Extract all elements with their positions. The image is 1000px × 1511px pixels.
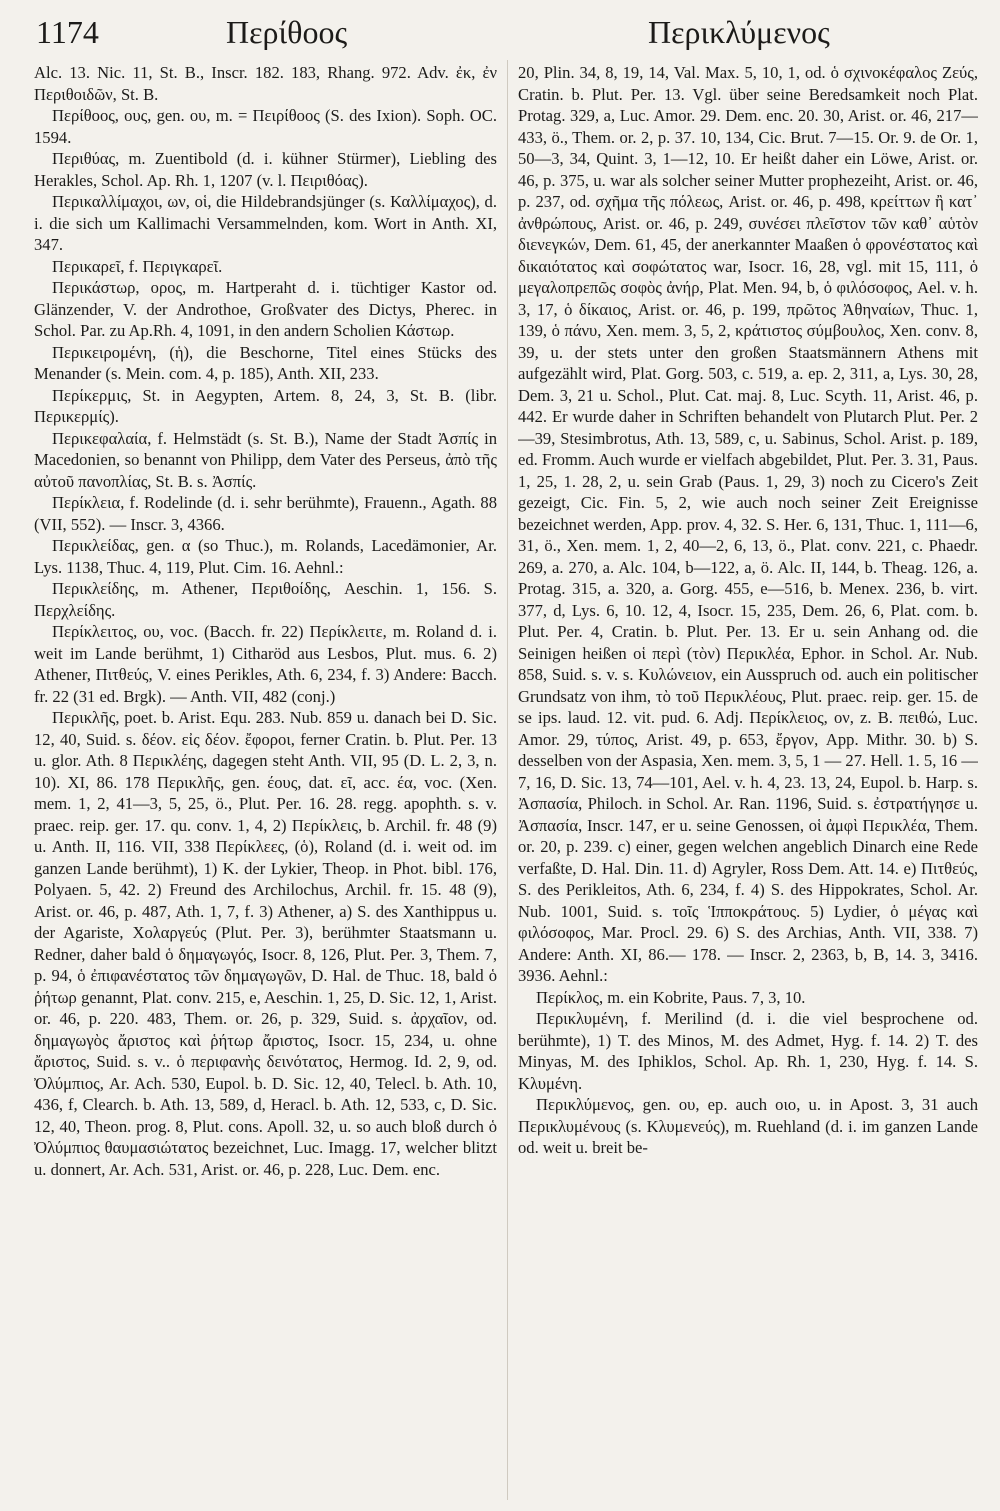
right-column <box>518 62 978 1502</box>
entry: 20, Plin. 34, 8, 19, 14, Val. Max. 5, 10, 1, od. ὁ σχινοκέφαλος Ζεύς, Cratin. b. Plut. Per. 13. Vgl. über seine Beredsamkeit noch Plat. Protag. 329, a, Luc. Amor. 29. Dem. enc. 20. 30, Arist. or. 46, 217—433, ö., Them. or. 2, p. 37. 10, 134, Cic. Brut. 7—15. Or. 9. de Or. 1, 50—3, 34, Quint. 3, 1—12, 10. Er heißt daher ein Löwe, Arist. or. 46, p. 375, u. war als solcher seiner Mutter prophezeiht, Arist. or. 46, p. 237, od. σχῆμα τῆς πόλεως, Arist. or. 46, p. 498, κρείττων ἢ κατ᾽ ἀνθρώπους, Arist. or. 46, p. 249, συνέσει πλεῖστον τῶν καθ᾽ αὑτὸν διενεγκών, Dem. 61, 45, der anerkannter Maaßen ὁ φρονέστατος καὶ δικαιότατος καὶ σοφώτατος war, Isocr. 16, 28, vgl. mit 15, 111, ὁ μεγαλοπρεπῶς σοφὸς ἀνήρ, Plat. Men. 94, b, ὁ φιλόσοφος, Ael. v. h. 3, 17, ὁ δίκαιος, Arist. or. 46, p. 199, πρῶτος Ἀθηναίων, Thuc. 1, 139, ὁ πάνυ, Xen. mem. 3, 5, 2, κράτιστος σύμβουλος, Xen. conv. 8, 39, u. der stets unter den großen Staatsmännern Athens mit aufgezählt wird, Plat. Gorg. 503, c. 519, a. ep. 2, 311, a, Lys. 30, 28, Dem. 3, 21 u. Schol., Plut. Cat. maj. 8, Luc. Scyth. 11, Arist. 46, p. 442. Er wurde daher in Schriften behandelt von Plutarch Plut. Per. 2—39, Stesimbrotus, Ath. 13, 589, c, u. Sabinus, Schol. Arist. p. 189, ed. Fromm. Auch wurde er vielfach abgebildet, Plut. Per. 3. 31, Paus. 1, 25, 1. 28, 2, u. sein Grab (Paus. 1, 29, 3) noch zu Cicero's Zeit gezeigt, Cic. Fin. 5, 2, wie auch noch seiner Zeit Ereignisse bezeichnet werden, App. prov. 4, 32. S. Her. 6, 131, Thuc. 1, 111—6, 31, ö., Xen. mem. 1, 2, 40—2, 6, 13, ö., Plat. conv. 221, c. Phaedr. 269, a. 270, a. Alc. 104, b—122, a, ö. Alc. II, 144, b. Theag. 126, a. Protag. 315, a. 320, a. Gorg. 455, e—516, b. Menex. 236, b. virt. 377, d, Lys. 6, 10. 12, 4, Isocr. 15, 235, Dem. 26, 6, Plat. com. b. Plut. Per. 4, Cratin. b. Plut. Per. 13. Er u. sein Anhang od. die Seinigen heißen οἱ περὶ (τὸν) Περικλέα, Ephor. in Schol. Ar. Nub. 858, Suid. s. v. s. Κυλώνειον, ein Ausspruch od. auch ein politischer Grundsatz von ihm, τὸ τοῦ Περικλέους, Plut. praec. reip. ger. 15. de se ips. laud. 12. vit. pud. 6. Adj. Περίκλειος, ον, z. B. πειθώ, Luc. Amor. 29, τύπος, Arist. 49, p. 653, ἔργον, App. Mithr. 30. b) S. desselben von der Aspasia, Xen. mem. 3, 5, 1 — 27. Hell. 1. 5, 16 — 7, 16, D. Sic. 13, 74—101, Ael. v. h. 4, 23. 13, 24, Eupol. b. Harp. s. Ἀσπασία, Philoch. in Schol. Ar. Ran. 1196, Suid. s. ἐστρατήγησε u. Ἀσπασία, Inscr. 147, er u. seine Genossen, οἱ ἀμφὶ Περικλέα, Them. or. 20, p. 239. c) einer, gegen welchen angeblich Dinarch eine Rede verfaßte, D. Hal. Din. 11. d) Agryler, Ross Dem. Att. 14. e) Πιτθεύς, S. des Perikleitos, Ath. 6, 234, f. 4) S. des Hippokrates, Schol. Ar. Nub. 1001, Suid. s. τοῖς Ἱπποκράτους. 5) Lydier, ὁ μέγας καὶ φιλόσοφος, Mar. Procl. 29. 6) S. des Archias, Anth. VII, 338. 7) Andere: Anth. XI, 86.— 178. — Inscr. 2, 2363, b, B, 14. 3, 3416. 3936. Aehnl.: <box>518 63 978 985</box>
left-headword: Περίθοος <box>226 14 348 50</box>
entry: Περίκλος, m. ein Kobrite, Paus. 7, 3, 10. <box>536 987 806 1007</box>
entry: Περικλύμενος, gen. ου, ep. auch οιο, u. in Apost. 3, 31 auch Περικλυμένους (s. Κλυμενεύς), m. Ruehland (d. i. im ganzen Lande od. weit u. breit be- <box>518 1095 978 1157</box>
entry: Περικαλλίμαχοι, ων, οἱ, die Hildebrandsjünger (s. Καλλίμαχος), d. i. die sich um Kallimachi Versammelnden, kom. Wort in Anth. XI, 347. <box>34 192 497 254</box>
entry: Περίθοος, ους, gen. ου, m. = Πειρίθοος (S. des Ixion). Soph. OC. 1594. <box>34 106 497 147</box>
entry: Περικλῆς, poet. b. Arist. Equ. 283. Nub. 859 u. danach bei D. Sic. 12, 40, Suid. s. δέον. εἰς δέον. ἔφοροι, ferner Cratin. b. Plut. Per. 13 u. glor. Ath. 8 Περικλέης, dagegen steht Anth. VII, 95 (D. L. 2, 3, n. 10). XI, 86. 178 Περικλῆς, gen. έους, dat. εῖ, acc. έα, voc. (Xen. mem. 1, 2, 41—3, 5, 25, ö., Plut. Per. 16. 28. regg. apophth. s. v. praec. reip. ger. 17. qu. conv. 1, 4, 2) Περίκλεις, b. Archil. fr. 48 (9) u. Anth. II, 116. VII, 338 Περίκλεες, (ὁ), Roland (d. i. weit od. im ganzen Lande berühmt), 1) K. der Lykier, Theop. in Phot. bibl. 176, Polyaen. 5, 42. 2) Freund des Archilochus, Archil. fr. 15. 48 (9), Arist. or. 46, p. 487, Ath. 1, 7, f. 3) Athener, a) S. des Xanthippus u. der Agariste, Χολαργεύς (Plut. Per. 3), berühmter Staatsmann u. Redner, daher bald ὁ δημαγωγός, Isocr. 8, 126, Plut. Per. 3, Them. 7, p. 94, ὁ ἐπιφανέστατος τῶν δημαγωγῶν, D. Hal. de Thuc. 18, bald ὁ ῥήτωρ genannt, Plat. conv. 215, e, Aeschin. 1, 25, D. Sic. 12, 1, Arist. or. 46, p. 220. 483, Them. or. 26, p. 329, Suid. s. ἀρχαῖον, od. δημαγωγὸς ἄριστος καὶ ῥήτωρ ἄριστος, Isocr. 15, 234, u. ohne ἄριστος, Suid. s. v.. ὁ περιφανὴς δεινότατος, Hermog. Id. 2, 9, od. Ὀλύμπιος, Ar. Ach. 530, Eupol. b. D. Sic. 12, 40, Telecl. b. Ath. 10, 436, f, Clearch. b. Ath. 13, 589, d, Heracl. b. Ath. 12, 533, c, D. Sic. 12, 40, Theon. prog. 8, Plut. cons. Apoll. 32, u. so auch bloß durch ὁ Ὀλύμπιος θαυμασιώτατος bezeichnet, Luc. Imagg. 17, welcher blitzt u. donnert, Ar. Ach. 531, Arist. or. 46, p. 228, Luc. Dem. enc. <box>34 708 497 1179</box>
entry: Περικάστωρ, ορος, m. Hartperaht d. i. tüchtiger Kastor od. Glänzender, V. der Androthoe, Großvater des Dictys, Pherec. in Schol. Par. zu Ap.Rh. 4, 1091, in den andern Scholien Κάστωρ. <box>34 278 497 340</box>
entry: Περίκερμις, St. in Aegypten, Artem. 8, 24, 3, St. B. (libr. Περικερμίς). <box>34 385 497 426</box>
entry: Περικλείδης, m. Athener, Περιθοίδης, Aeschin. 1, 156. S. Περχλείδης. <box>34 579 497 620</box>
right-headword: Περικλύμενος <box>648 14 830 50</box>
left-column <box>34 62 497 1502</box>
entry: Περικλυμένη, f. Merilind (d. i. die viel besprochene od. berühmte), 1) T. des Minos, M. des Admet, Hyg. f. 14. 2) T. des Minyas, M. des Iphiklos, Schol. Ap. Rh. 1, 230, Hyg. f. 14. S. Κλυμένη. <box>518 1009 978 1093</box>
entry: Περικειρομένη, (ἡ), die Beschorne, Titel eines Stücks des Menander (s. Mein. com. 4, p. 185), Anth. XII, 233. <box>34 342 497 383</box>
entry: Περικεφαλαία, f. Helmstädt (s. St. B.), Name der Stadt Ἀσπίς in Macedonien, so benannt von Philipp, dem Vater des Perseus, ἀπὸ τῆς αὐτοῦ πανοπλίας, St. B. s. Ἀσπίς. <box>34 428 497 491</box>
page-number: 1174 <box>36 14 99 50</box>
entry: Alc. 13. Nic. 11, St. B., Inscr. 182. 183, Rhang. 972. Adv. ἐκ, ἐν Περιθοιδῶν, St. B. <box>34 63 497 104</box>
page-header <box>0 12 1000 62</box>
entry: Περιθύας, m. Zuentibold (d. i. kühner Stürmer), Liebling des Herakles, Schol. Ap. Rh. 1, 1207 (v. l. Πειριθόας). <box>34 149 497 190</box>
entry: Περίκλειτος, ου, voc. (Bacch. fr. 22) Περίκλειτε, m. Roland d. i. weit im Lande berühmt, 1) Citharöd aus Lesbos, Plut. mus. 6. 2) Athener, Πιτθεύς, V. eines Perikles, Ath. 6, 234, f. 3) Andere: Bacch. fr. 22 (31 ed. Brgk). — Anth. VII, 482 (conj.) <box>34 622 497 706</box>
entry: Περίκλεια, f. Rodelinde (d. i. sehr berühmte), Frauenn., Agath. 88 (VII, 552). — Inscr. 3, 4366. <box>34 493 497 534</box>
entry: Περικλείδας, gen. α (so Thuc.), m. Rolands, Lacedämonier, Ar. Lys. 1138, Thuc. 4, 119, Plut. Cim. 16. Aehnl.: <box>34 536 497 577</box>
entry: Περικαρεῖ, f. Περιγκαρεῖ. <box>52 256 223 276</box>
